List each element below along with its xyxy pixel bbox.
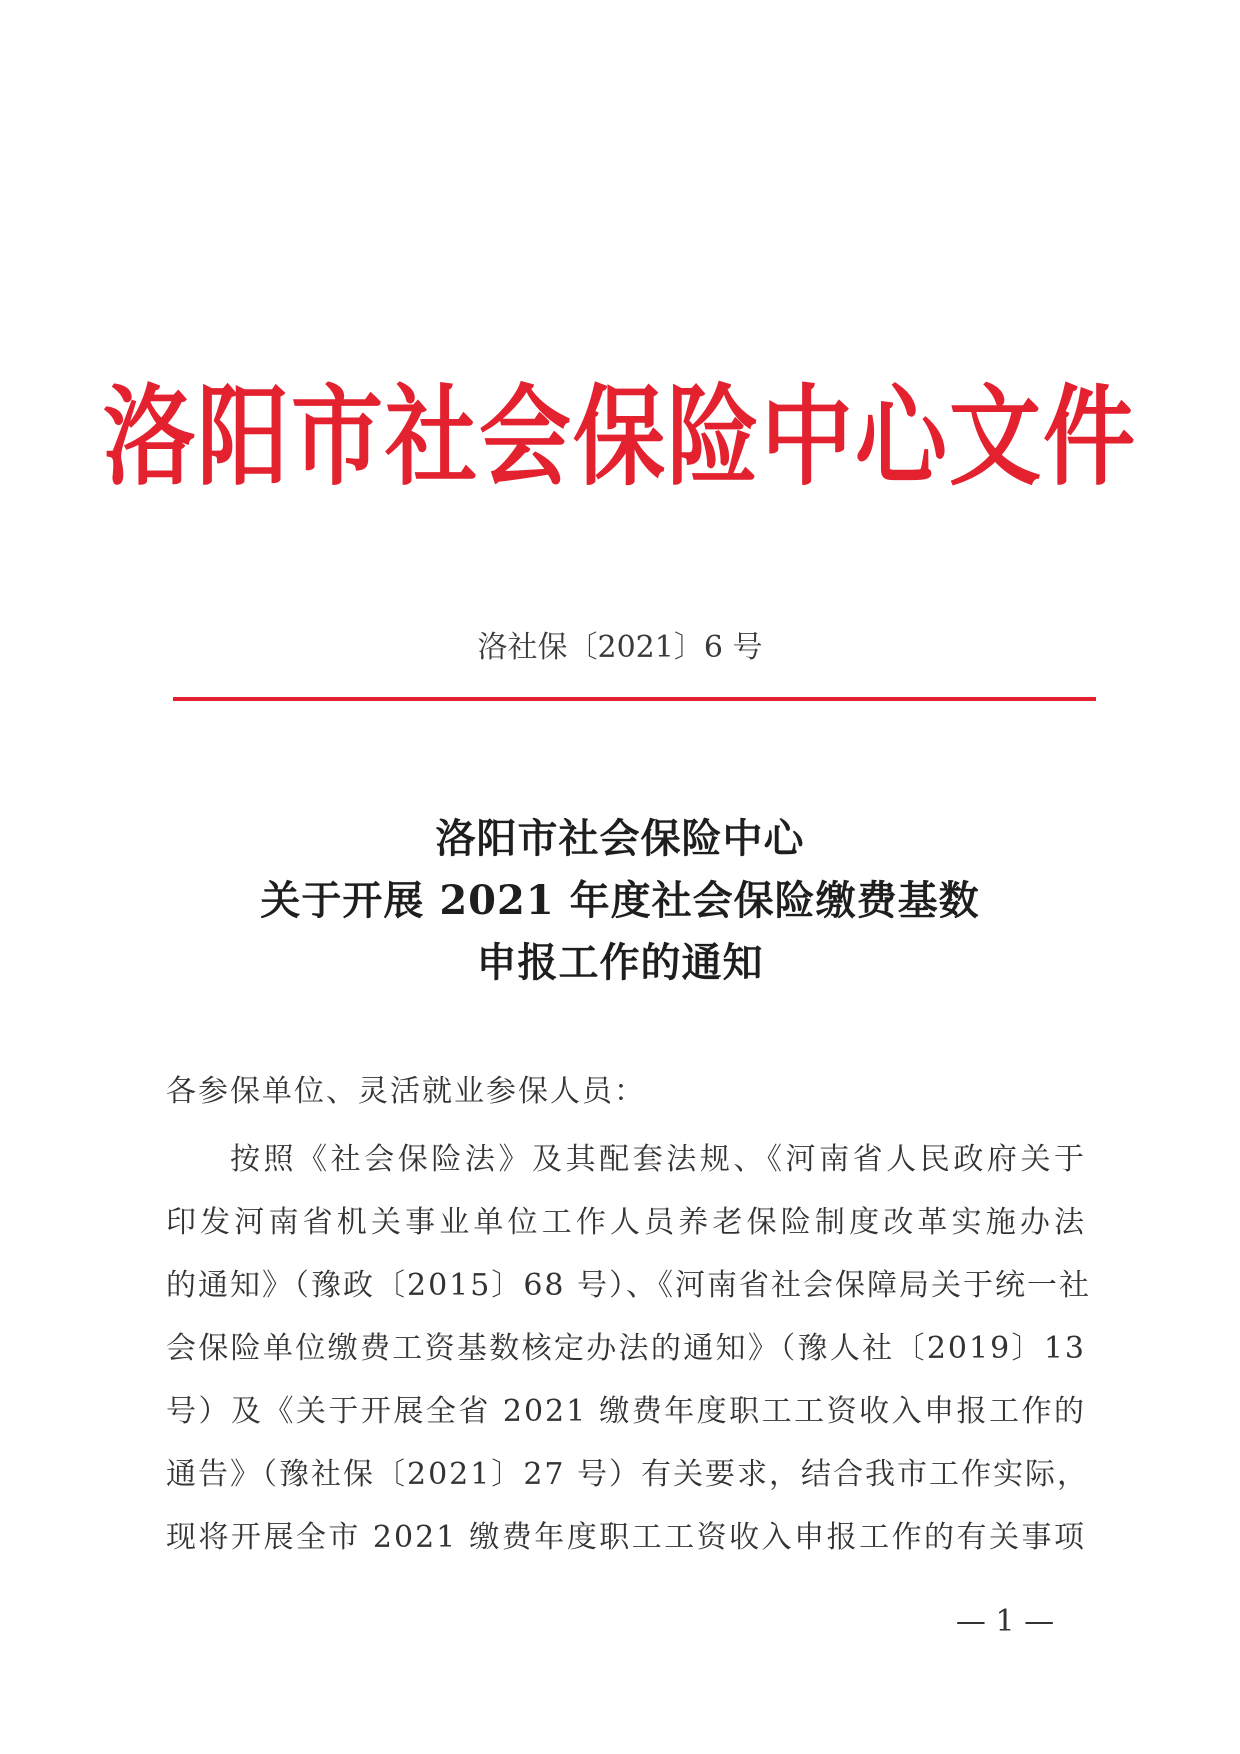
title-line-3: 申报工作的通知	[476, 939, 764, 986]
page-number: — 1 —	[955, 1604, 1055, 1639]
document-masthead: 洛阳市社会保险中心文件	[102, 373, 1137, 501]
title-line-2: 关于开展 2021 年度社会保险缴费基数	[260, 877, 980, 924]
notice-title	[0, 808, 1240, 994]
body-line-6: 通告》（豫社保〔2021〕27 号）有关要求，结合我市工作实际，	[166, 1457, 1090, 1492]
red-divider-line	[173, 697, 1096, 701]
body-line-7: 现将开展全市 2021 缴费年度职工工资收入申报工作的有关事项	[166, 1520, 1086, 1555]
body-line-1: 按照《社会保险法》及其配套法规、《河南省人民政府关于	[230, 1142, 1086, 1177]
body-paragraph	[166, 1128, 1092, 1569]
document-number: 洛社保〔2021〕6 号	[477, 630, 763, 665]
title-line-1: 洛阳市社会保险中心	[435, 815, 805, 862]
salutation: 各参保单位、灵活就业参保人员：	[166, 1074, 646, 1109]
body-line-5: 号）及《关于开展全省 2021 缴费年度职工工资收入申报工作的	[166, 1394, 1086, 1429]
body-line-2: 印发河南省机关事业单位工作人员养老保险制度改革实施办法	[166, 1205, 1086, 1240]
body-line-4: 会保险单位缴费工资基数核定办法的通知》（豫人社〔2019〕13	[166, 1331, 1086, 1366]
body-line-3: 的通知》（豫政〔2015〕68 号）、《河南省社会保障局关于统一社	[166, 1268, 1092, 1303]
